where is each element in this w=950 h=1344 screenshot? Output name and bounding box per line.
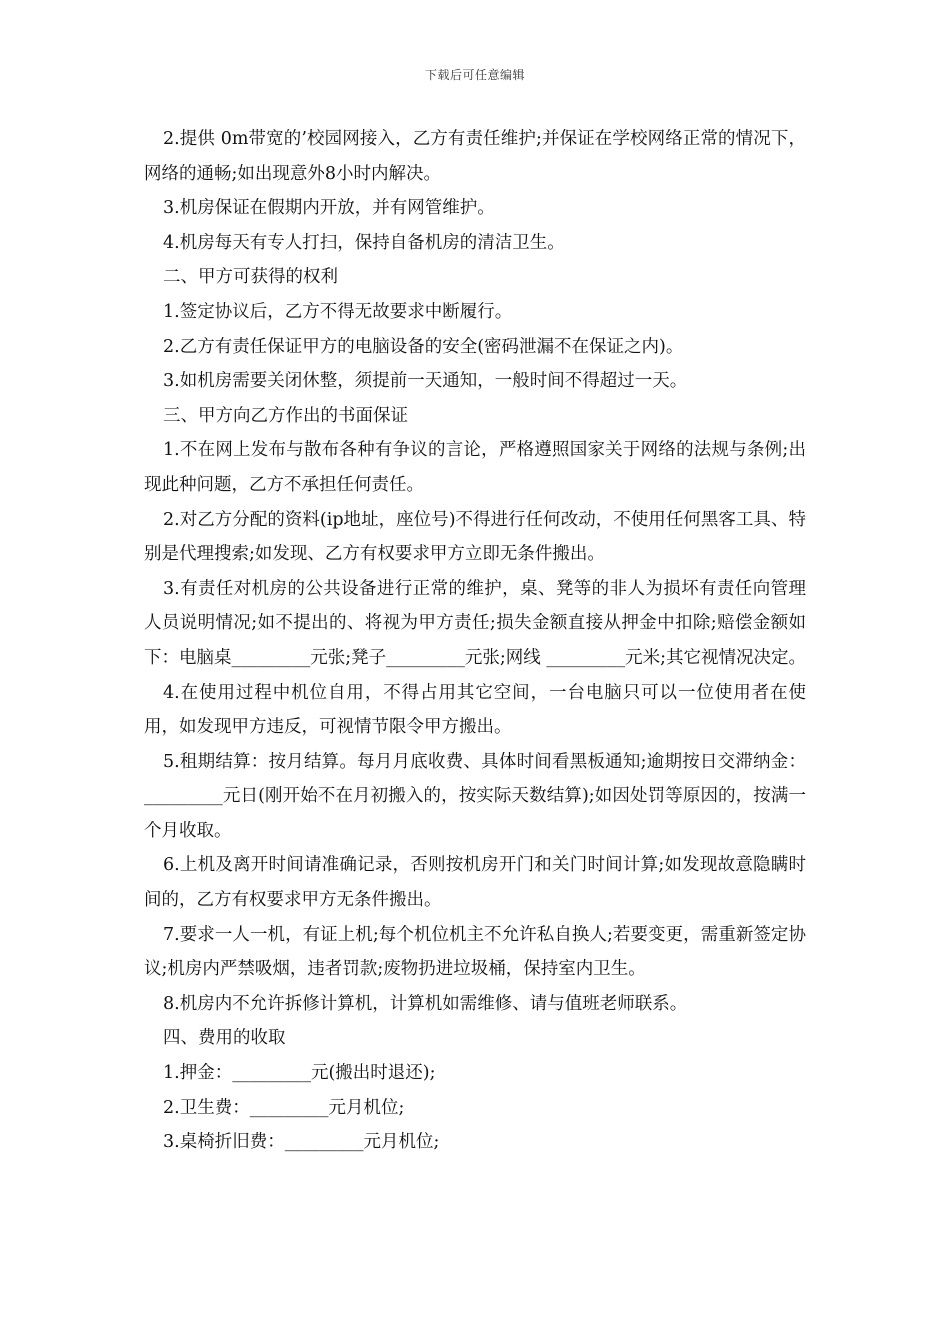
paragraph: 4.在使用过程中机位自用，不得占用其它空间，一台电脑只可以一位使用者在使用，如发现甲方违反，可视情节限令甲方搬出。 bbox=[144, 682, 806, 738]
paragraph: 6.上机及离开时间请准确记录，否则按机房开门和关门时间计算;如发现故意隐瞒时间的，乙方有权要求甲方无条件搬出。 bbox=[144, 855, 806, 911]
paragraph: 2.卫生费：_________元月机位; bbox=[163, 1097, 405, 1118]
paragraph: 2.对乙方分配的资料(ip地址，座位号)不得进行任何改动，不使用任何黑客工具、特别是代理搜索;如发现、乙方有权要求甲方立即无条件搬出。 bbox=[144, 509, 806, 565]
header-note: 下载后可任意编辑 bbox=[424, 68, 525, 82]
paragraph: 1.不在网上发布与散布各种有争议的言论，严格遵照国家关于网络的法规与条例;出现此种问题，乙方不承担任何责任。 bbox=[144, 440, 806, 495]
paragraph: 7.要求一人一机，有证上机;每个机位机主不允许私自换人;若要变更，需重新签定协议;机房内严禁吸烟，违者罚款;废物扔进垃圾桶，保持室内卫生。 bbox=[144, 924, 806, 980]
section-heading: 四、费用的收取 bbox=[163, 1028, 286, 1049]
paragraph: 2.提供 0m带宽的’校园网接入，乙方有责任维护;并保证在学校网络正常的情况下，网络的通畅;如出现意外8小时内解决。 bbox=[144, 129, 806, 184]
paragraph: 3.桌椅折旧费：_________元月机位; bbox=[163, 1132, 440, 1153]
paragraph: 1.签定协议后，乙方不得无故要求中断履行。 bbox=[163, 301, 513, 322]
paragraph: 3.机房保证在假期内开放，并有网管维护。 bbox=[163, 198, 495, 219]
paragraph: 3.有责任对机房的公共设备进行正常的维护，桌、凳等的非人为损坏有责任向管理人员说明情况;如不提出的、将视为甲方责任;损失金额直接从押金中扣除;赔偿金额如下：电脑桌_________元张;凳子_________元张;网线 _________元米;其它视情况决定。 bbox=[144, 578, 806, 668]
paragraph: 4.机房每天有专人打扫，保持自备机房的清洁卫生。 bbox=[163, 232, 565, 253]
paragraph: 8.机房内不允许拆修计算机，计算机如需维修、请与值班老师联系。 bbox=[163, 993, 688, 1014]
paragraph: 3.如机房需要关闭休整，须提前一天通知，一般时间不得超过一天。 bbox=[163, 371, 688, 392]
paragraph: 5.租期结算：按月结算。每月月底收费、具体时间看黑板通知;逾期按日交滞纳金：_________元日(刚开始不在月初搬入的，按实际天数结算);如因处罚等原因的，按满一个月收取。 bbox=[144, 751, 806, 841]
paragraph: 2.乙方有责任保证甲方的电脑设备的安全(密码泄漏不在保证之内)。 bbox=[163, 336, 684, 357]
section-heading: 二、甲方可获得的权利 bbox=[163, 267, 338, 288]
paragraph: 1.押金：_________元(搬出时退还); bbox=[163, 1063, 436, 1084]
section-heading: 三、甲方向乙方作出的书面保证 bbox=[163, 405, 408, 426]
document-body bbox=[144, 122, 806, 1160]
